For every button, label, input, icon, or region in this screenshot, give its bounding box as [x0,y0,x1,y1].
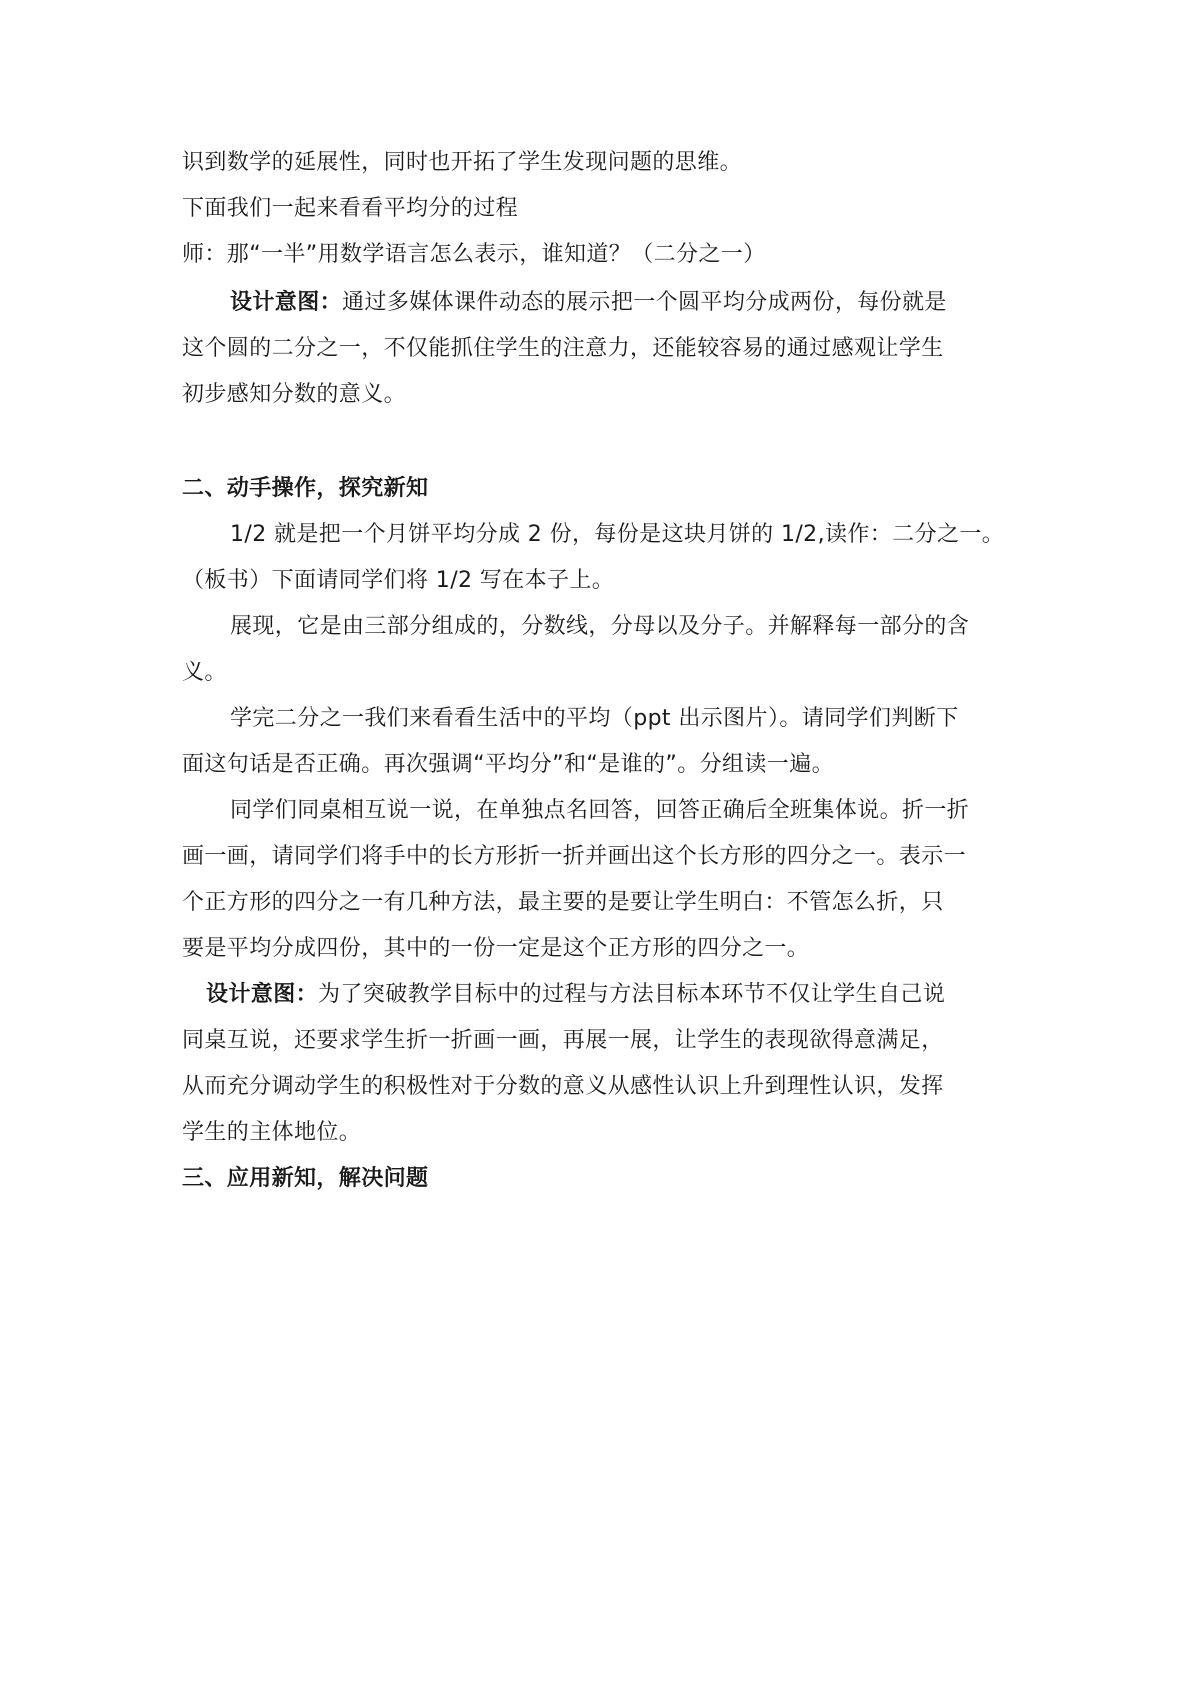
paragraph-line: 要是平均分成四份，其中的一份一定是这个正方形的四分之一。 [182,936,810,961]
design-intent-text: 通过多媒体课件动态的展示把一个圆平均分成两份，每份就是 [342,290,947,315]
paragraph-line: 同学们同桌相互说一说，在单独点名回答，回答正确后全班集体说。折一折 [230,798,970,823]
design-intent-label: 设计意图： [230,290,343,315]
paragraph-line: 面这句话是否正确。再次强调“平均分”和“是谁的”。分组读一遍。 [182,752,834,777]
paragraph-line: 1/2 就是把一个月饼平均分成 2 份，每份是这块月饼的 1/2,读作：二分之一。 [230,522,1005,547]
paragraph-line: 义。 [182,660,227,685]
section-heading: 二、动手操作，探究新知 [182,476,429,501]
design-intent-line [206,982,945,1008]
text-line: 识到数学的延展性，同时也开拓了学生发现问题的思维。 [182,150,743,175]
text-line: 学生的主体地位。 [182,1120,362,1145]
text-line: 从而充分调动学生的积极性对于分数的意义从感性认识上升到理性认识，发挥 [182,1074,944,1099]
paragraph-line: 学完二分之一我们来看看生活中的平均（ppt 出示图片）。请同学们判断下 [230,706,959,731]
section-heading: 三、应用新知，解决问题 [182,1166,429,1191]
text-line: 师：那“一半”用数学语言怎么表示，谁知道？（二分之一） [182,242,766,267]
paragraph-line: 画一画，请同学们将手中的长方形折一折并画出这个长方形的四分之一。表示一 [182,844,967,869]
design-intent-label: 设计意图： [206,982,319,1007]
design-intent-line [230,290,947,316]
paragraph-line: （板书）下面请同学们将 1/2 写在本子上。 [182,568,615,593]
text-line: 下面我们一起来看看平均分的过程 [182,196,519,221]
text-line: 初步感知分数的意义。 [182,382,407,407]
design-intent-text: 为了突破教学目标中的过程与方法目标本环节不仅让学生自己说 [318,982,946,1007]
paragraph-line: 展现，它是由三部分组成的，分数线，分母以及分子。并解释每一部分的含 [230,614,970,639]
paragraph-line: 个正方形的四分之一有几种方法，最主要的是要让学生明白：不管怎么折，只 [182,890,944,915]
text-line: 同桌互说，还要求学生折一折画一画，再展一展，让学生的表现欲得意满足， [182,1028,944,1053]
text-line: 这个圆的二分之一，不仅能抓住学生的注意力，还能较容易的通过感观让学生 [182,336,944,361]
